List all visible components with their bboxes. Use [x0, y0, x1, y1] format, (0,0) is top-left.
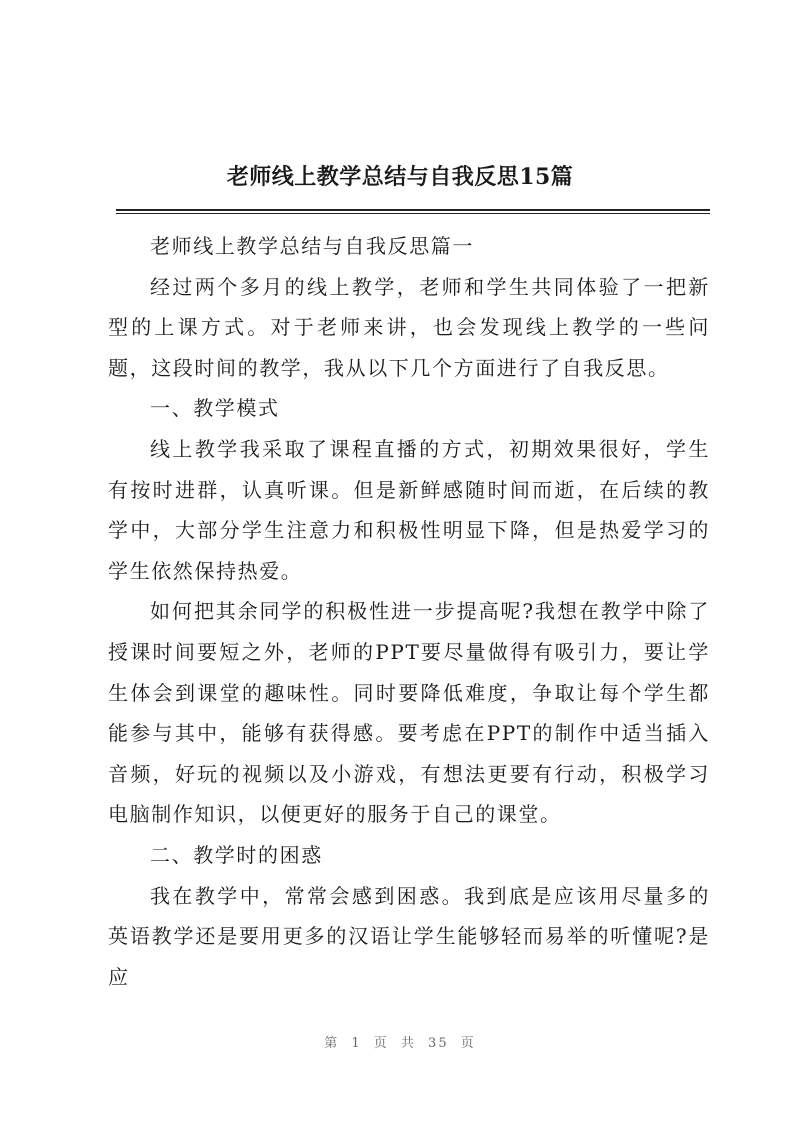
section-heading: 老师线上教学总结与自我反思篇一	[150, 234, 474, 258]
title-divider-thin	[116, 213, 710, 214]
paragraph: 线上教学我采取了课程直播的方式，初期效果很好，学生有按时进群，认真听课。但是新鲜感随时间而逝，在后续的教学中，大部分学生注意力和积极性明显下降，但是热爱学习的学生依然保持热爱。	[108, 436, 710, 583]
paragraph: 经过两个多月的线上教学，老师和学生共同体验了一把新型的上课方式。对于老师来讲，也会发现线上教学的一些问题，这段时间的教学，我从以下几个方面进行了自我反思。	[108, 274, 710, 380]
subsection-heading: 一、教学模式	[150, 396, 280, 421]
paragraph: 我在教学中，常常会感到困惑。我到底是应该用尽量多的英语教学还是要用更多的汉语让学生能够轻而易举的听懂呢?是应	[108, 883, 710, 989]
paragraph: 如何把其余同学的积极性进一步提高呢?我想在教学中除了授课时间要短之外，老师的PPT要尽量做得有吸引力，要让学生体会到课堂的趣味性。同时要降低难度，争取让每个学生都能参与其中，能够有获得感。要考虑在PPT的制作中适当插入音频，好玩的视频以及小游戏，有想法更要有行动，积极学习电脑制作知识，以便更好的服务于自己的课堂。	[108, 599, 710, 827]
page-title: 老师线上教学总结与自我反思15篇	[226, 164, 574, 190]
document-body	[108, 226, 710, 997]
title-divider	[116, 209, 710, 211]
page-number-footer: 第 1 页 共 35 页	[324, 1036, 476, 1051]
subsection-heading: 二、教学时的困惑	[150, 842, 323, 867]
